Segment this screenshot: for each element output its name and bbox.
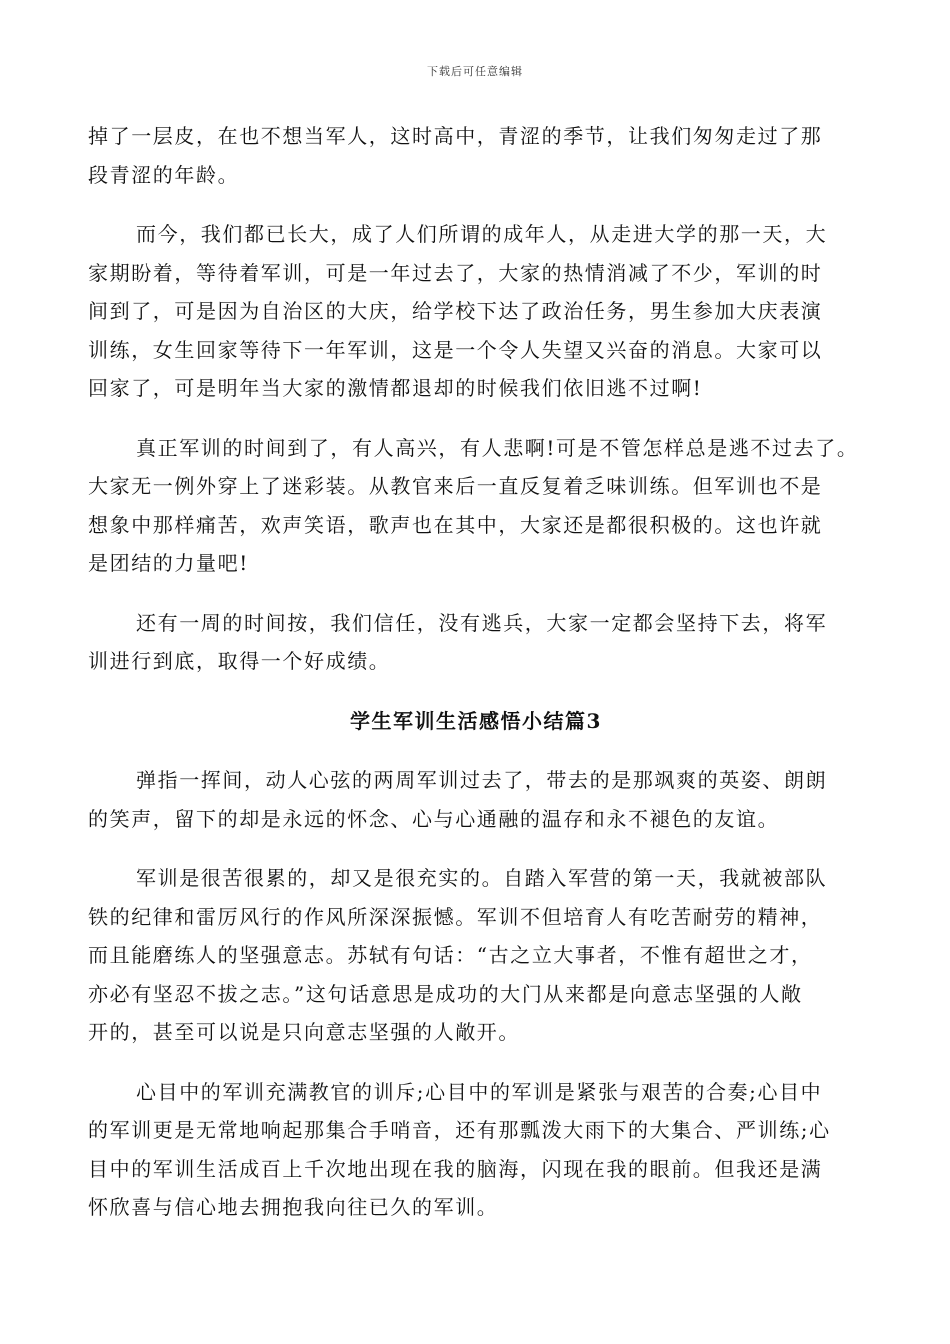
paragraph-line: 回家了，可是明年当大家的激情都退却的时候我们依旧逃不过啊! [88, 376, 703, 400]
paragraph [88, 859, 856, 1052]
paragraph-line: 大家无一例外穿上了迷彩装。从教官来后一直反复着乏味训练。但军训也不是 [88, 474, 823, 498]
paragraph-line: 间到了，可是因为自治区的大庆，给学校下达了政治任务，男生参加大庆表演 [88, 299, 823, 323]
document-body [88, 117, 859, 1227]
paragraph-line: 铁的纪律和雷厉风行的作风所深深振憾。军训不但培育人有吃苦耐劳的精神， [88, 904, 823, 929]
paragraph-line: 想象中那样痛苦，欢声笑语，歌声也在其中，大家还是都很积极的。这也许就 [88, 512, 823, 537]
paragraph-line: 家期盼着，等待着军训，可是一年过去了，大家的热情消减了不少，军训的时 [88, 260, 823, 285]
paragraph-line: 训进行到底，取得一个好成绩。 [88, 649, 391, 673]
paragraph-line: 而且能磨练人的坚强意志。苏轼有句话：“古之立大事者，不惟有超世之才， [88, 943, 813, 967]
section-heading: 学生军训生活感悟小结篇3 [350, 708, 602, 733]
paragraph-line: 是团结的力量吧! [88, 551, 249, 575]
paragraph [88, 215, 856, 408]
paragraph-line: 训练，女生回家等待下一年军训，这是一个令人失望又兴奋的消息。大家可以 [88, 337, 823, 362]
paragraph-line: 亦必有坚忍不拔之志。”这句话意思是成功的大门从来都是向意志坚强的人敞 [88, 981, 803, 1006]
paragraph [88, 117, 856, 194]
paragraph [88, 429, 859, 583]
paragraph-line: 的军训更是无常地响起那集合手哨音，还有那瓢泼大雨下的大集合、严训练;心 [88, 1118, 831, 1142]
paragraph-line: 的笑声，留下的却是永远的怀念、心与心通融的温存和永不褪色的友谊。 [88, 806, 780, 831]
paragraph-line: 心目中的军训充满教官的训斥;心目中的军训是紧张与艰苦的合奏;心目中 [136, 1079, 823, 1104]
paragraph-line: 段青涩的年龄。 [88, 162, 240, 187]
paragraph-line: 弹指一挥间，动人心弦的两周军训过去了，带去的是那飒爽的英姿、朗朗 [136, 768, 828, 792]
paragraph-line: 怀欣喜与信心地去拥抱我向往已久的军训。 [88, 1195, 499, 1219]
paragraph-line: 掉了一层皮，在也不想当军人，这时高中，青涩的季节，让我们匆匆走过了那 [88, 124, 823, 148]
paragraph-line: 军训是很苦很累的，却又是很充实的。自踏入军营的第一天，我就被部队 [136, 866, 828, 890]
paragraph-line: 开的，甚至可以说是只向意志坚强的人敞开。 [88, 1020, 520, 1044]
paragraph [88, 604, 856, 681]
paragraph-line: 而今，我们都已长大，成了人们所谓的成年人，从走进大学的那一天，大 [136, 222, 828, 246]
paragraph-line: 目中的军训生活成百上千次地出现在我的脑海，闪现在我的眼前。但我还是满 [88, 1156, 823, 1181]
paragraph-line: 还有一周的时间按，我们信任，没有逃兵，大家一定都会坚持下去，将军 [136, 610, 828, 635]
paragraph [88, 1073, 856, 1227]
paragraph-line: 真正军训的时间到了，有人高兴，有人悲啊!可是不管怎样总是逃不过去了。 [136, 435, 859, 460]
paragraph [88, 761, 856, 838]
page-header: 下载后可任意编辑 [427, 65, 523, 78]
